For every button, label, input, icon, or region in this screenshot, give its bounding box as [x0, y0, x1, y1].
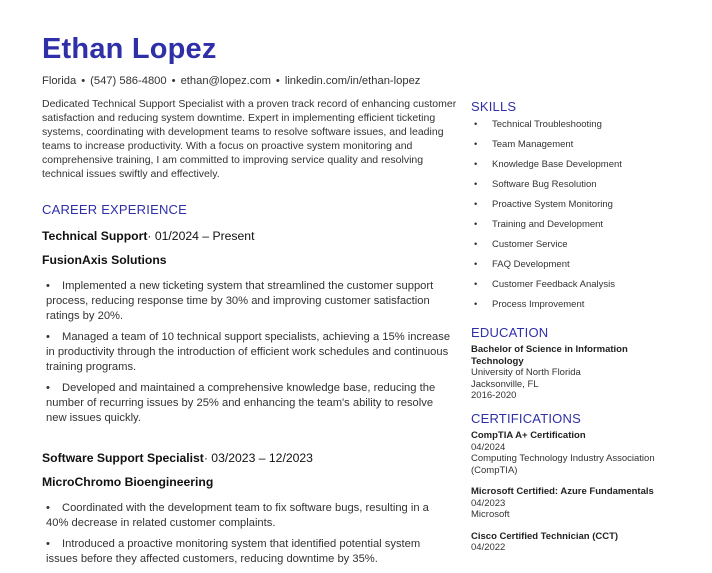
- skill-item: • Process Improvement: [474, 299, 585, 310]
- phone: (547) 586-4800: [90, 75, 167, 87]
- skill-item: • Customer Service: [474, 239, 568, 250]
- job-company: MicroChromo Bioengineering: [42, 475, 214, 489]
- certification-entry: [471, 486, 666, 521]
- certification-entry: [471, 531, 666, 554]
- certification-issuer: Computing Technology Industry Association (CompTIA): [471, 453, 655, 476]
- job-dates: · 03/2023 – 12/2023: [203, 451, 313, 465]
- job-bullet: • Managed a team of 10 technical support specialists, achieving a 15% increase in productivity through the introduction of efficient work schedules and continuous training programs.: [46, 331, 451, 373]
- job-bullet: • Implemented a new ticketing system that streamlined the customer support process, reducing response time by 30% and improving customer satisfaction ratings by 20%.: [46, 280, 434, 322]
- skill-item: • Proactive System Monitoring: [474, 199, 613, 210]
- certification-date: 04/2024: [471, 441, 506, 453]
- skills-list: [471, 118, 666, 318]
- school: University of North Florida: [471, 367, 581, 378]
- summary: Dedicated Technical Support Specialist with a proven track record of enhancing customer satisfaction and reducing system downtime. Expert in implementing efficient ticketing systems, coordinating with development teams to resolve software issues, and leading teams to increase productivity. With a focus on proactive system monitoring and comprehensive training, I am committed to improving service quality and resolving technical issues swiftly and effectively.: [42, 98, 457, 180]
- job-entry: [42, 451, 452, 573]
- job-bullet: • Introduced a proactive monitoring system that identified potential system issues before they affected customers, reducing downtime by 35%.: [46, 538, 421, 565]
- education-heading: EDUCATION: [471, 325, 549, 340]
- skill-item: • Technical Troubleshooting: [474, 119, 602, 130]
- education-years: 2016-2020: [471, 390, 517, 401]
- skills-heading: SKILLS: [471, 99, 517, 114]
- separator: •: [275, 75, 280, 87]
- job-role: Software Support Specialist: [42, 451, 204, 465]
- certification-date: 04/2023: [471, 497, 506, 509]
- certification-issuer: Microsoft: [471, 509, 510, 520]
- email-link[interactable]: ethan@lopez.com: [180, 75, 271, 87]
- job-company: FusionAxis Solutions: [42, 253, 167, 267]
- skills-section: [471, 99, 666, 318]
- job-title-line: [42, 229, 452, 243]
- certifications-section: [471, 411, 666, 554]
- candidate-name: Ethan Lopez: [42, 33, 217, 65]
- certification-date: 04/2022: [471, 542, 506, 553]
- job-bullets: [42, 501, 452, 567]
- separator: •: [171, 75, 176, 87]
- skill-item: • FAQ Development: [474, 259, 570, 270]
- skill-item: • Team Management: [474, 139, 574, 150]
- skill-item: • Customer Feedback Analysis: [474, 279, 616, 290]
- degree: Bachelor of Science in Information Technology: [471, 344, 628, 367]
- job-bullets: [42, 279, 452, 426]
- job-dates: · 01/2024 – Present: [147, 229, 255, 243]
- skill-item: • Training and Development: [474, 219, 604, 230]
- job-role: Technical Support: [42, 229, 148, 243]
- certification-name: CompTIA A+ Certification: [471, 430, 586, 441]
- school-location: Jacksonville, FL: [471, 378, 539, 390]
- education-section: [471, 325, 666, 402]
- certification-name: Microsoft Certified: Azure Fundamentals: [471, 486, 654, 497]
- job-entry: [42, 229, 452, 432]
- certifications-heading: CERTIFICATIONS: [471, 411, 581, 426]
- certification-name: Cisco Certified Technician (CCT): [471, 530, 619, 542]
- contact-line: [42, 75, 420, 87]
- location: Florida: [42, 75, 77, 87]
- career-experience-heading: CAREER EXPERIENCE: [42, 202, 187, 217]
- separator: •: [81, 75, 86, 87]
- skill-item: • Knowledge Base Development: [474, 159, 622, 170]
- job-bullet: • Coordinated with the development team to fix software bugs, resulting in a 40% decrease in related customer complaints.: [46, 502, 429, 529]
- linkedin-link[interactable]: linkedin.com/in/ethan-lopez: [284, 75, 421, 87]
- certification-entry: [471, 430, 666, 476]
- skill-item: • Software Bug Resolution: [474, 179, 597, 190]
- job-title-line: [42, 451, 452, 465]
- job-bullet: • Developed and maintained a comprehensive knowledge base, reducing the number of recurring issues by 25% and enhancing the team's ability to resolve new issues quickly.: [46, 382, 436, 424]
- education-entry: [471, 344, 666, 402]
